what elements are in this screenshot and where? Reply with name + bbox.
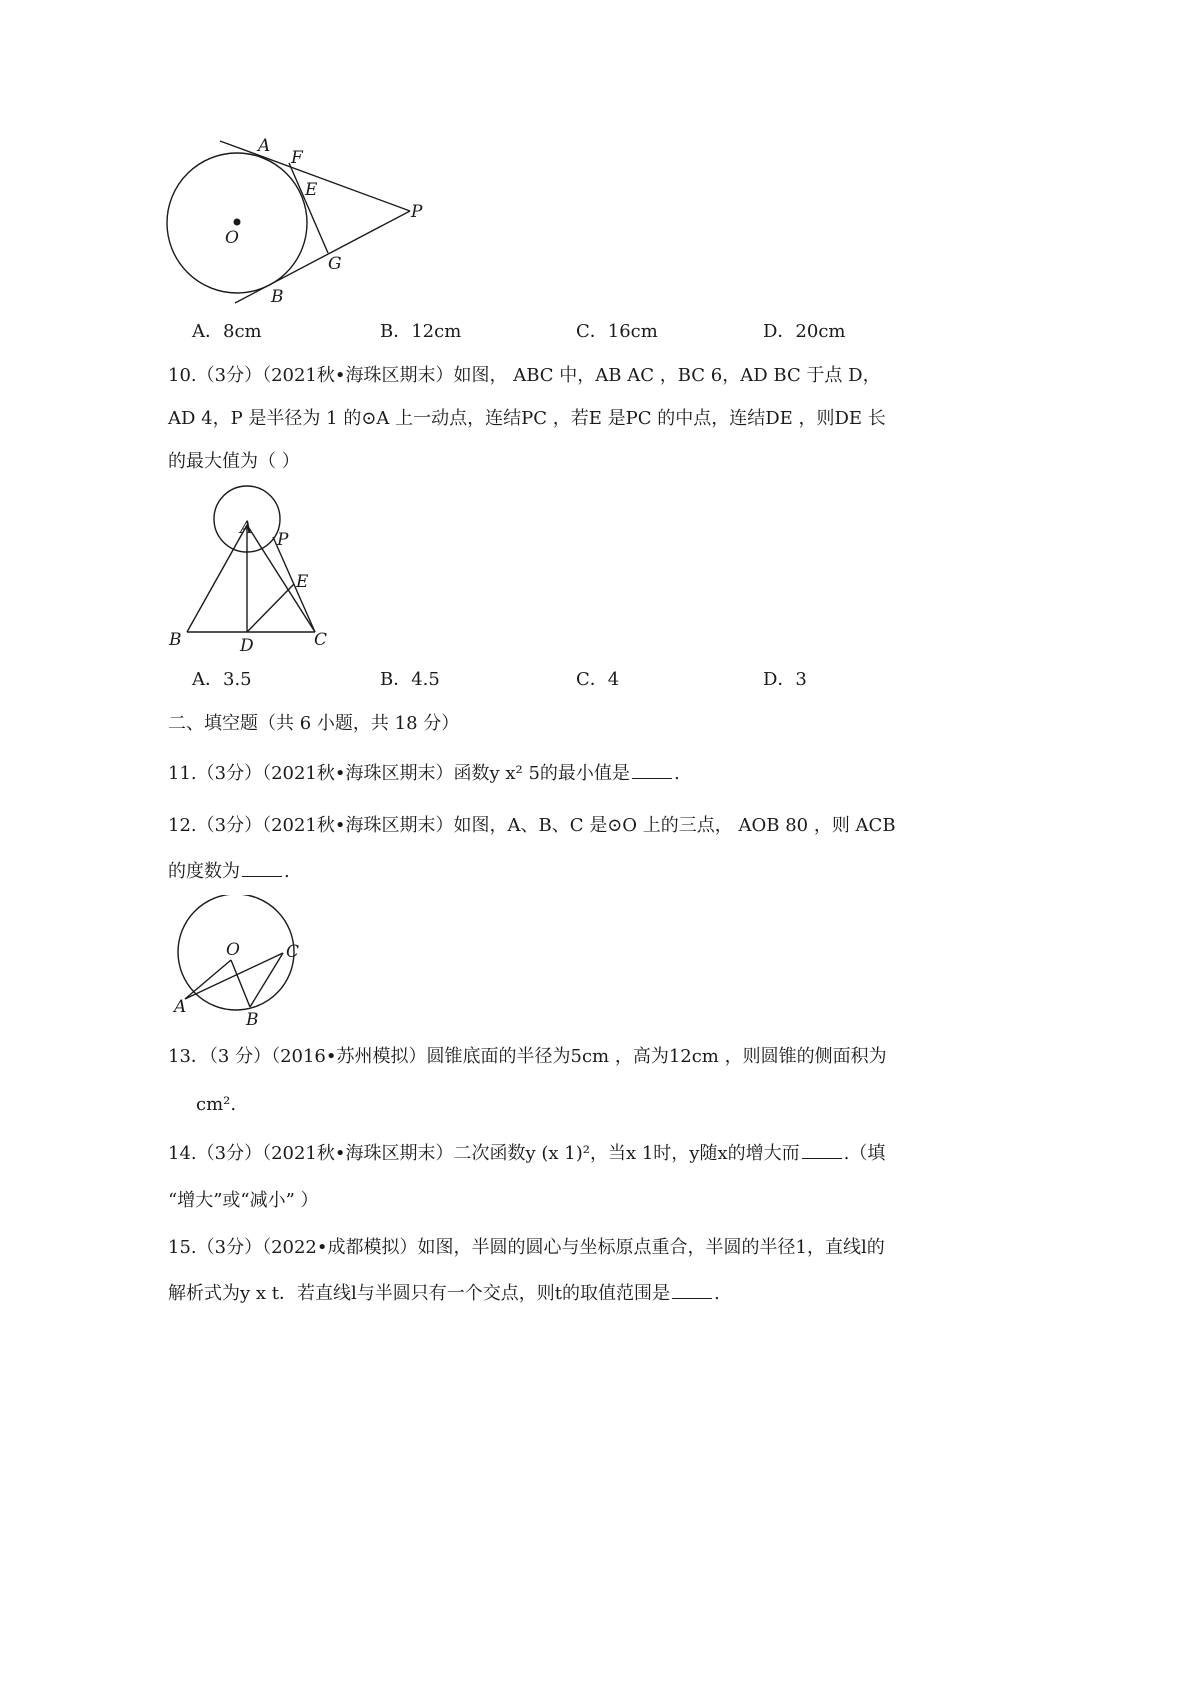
q14-line-1 <box>168 1140 885 1166</box>
q14-tail: .（填 <box>843 1143 886 1164</box>
q10-line-2: AD 4，P 是半径为 1 的⊙A 上一动点，连结PC ，若E 是PC 的中点，连结DE ，则DE 长 <box>168 408 886 429</box>
q13-line-2: cm². <box>196 1094 237 1115</box>
q10-option-c: C．4 <box>576 669 620 690</box>
q12-label-c: C <box>286 942 300 962</box>
q10-option-d: D．3 <box>763 669 807 690</box>
q12-line-1: 12.（3分）（2021秋•海珠区期末）如图，A、B、C 是⊙O 上的三点， AOB 80 ，则 ACB <box>168 815 896 836</box>
q10-label-e: E <box>296 572 309 592</box>
q12-text: 的度数为 <box>168 861 240 882</box>
q11-answer-blank[interactable] <box>632 760 672 779</box>
section-heading: 二、填空题（共 6 小题，共 18 分） <box>168 713 460 734</box>
q9-tangent-pa <box>220 141 410 211</box>
q9-label-a: A <box>258 136 271 156</box>
q11-text: 11.（3分）（2021秋•海珠区期末）函数y x² 5的最小值是 <box>168 763 630 784</box>
q12-segment-ob <box>231 960 250 1007</box>
q9-option-d: D．20cm <box>763 321 846 342</box>
q11-tail: . <box>673 763 680 784</box>
q12-tail: . <box>284 861 290 882</box>
q9-option-b: B．12cm <box>380 321 462 342</box>
q10-segment-de <box>247 584 294 632</box>
q9-label-b: B <box>271 287 284 307</box>
q15-answer-blank[interactable] <box>672 1280 712 1299</box>
q9-tangent-fg <box>289 163 328 253</box>
q10-option-a: A．3.5 <box>192 669 252 690</box>
q12-line-2 <box>168 858 290 884</box>
q9-option-a: A．8cm <box>192 321 262 342</box>
q14-line-2: “增大”或“减小” ） <box>168 1190 319 1211</box>
q10-line-1: 10.（3分）（2021秋•海珠区期末）如图， ABC 中，AB AC ，BC 6，AD BC 于点 D， <box>168 365 881 386</box>
q12-label-a: A <box>174 997 187 1017</box>
q9-label-o: O <box>225 228 239 248</box>
q12-label-b: B <box>246 1010 259 1030</box>
q15-line-2 <box>168 1280 720 1306</box>
q10-label-c: C <box>314 630 328 650</box>
q15-line-1: 15.（3分）（2022•成都模拟）如图，半圆的圆心与坐标原点重合，半圆的半径1，直线l的 <box>168 1237 885 1258</box>
q9-label-e: E <box>305 180 318 200</box>
q14-text: 14.（3分）（2021秋•海珠区期末）二次函数y (x 1)²，当x 1时，y随x的增大而 <box>168 1143 800 1164</box>
q12-segment-oa <box>185 960 231 999</box>
q10-line-3: 的最大值为（ ） <box>168 451 300 472</box>
q9-label-g: G <box>328 254 342 274</box>
q10-label-p: P <box>277 530 289 550</box>
q10-side-ab <box>187 525 247 632</box>
q11-line <box>168 760 680 786</box>
q12-label-o: O <box>226 940 240 960</box>
q10-label-d: D <box>240 636 254 656</box>
q12-figure <box>165 895 315 1030</box>
q9-tangent-pb <box>235 211 410 303</box>
q9-center-dot <box>234 219 241 226</box>
q10-label-a: A <box>240 518 253 538</box>
q10-figure <box>165 485 345 660</box>
q14-answer-blank[interactable] <box>802 1140 842 1159</box>
q13-line-1: 13．（3 分）（2016•苏州模拟）圆锥底面的半径为5cm ，高为12cm ，则圆锥的侧面积为 <box>168 1046 887 1067</box>
q15-tail: . <box>714 1283 720 1304</box>
q9-label-f: F <box>291 148 303 168</box>
q10-option-b: B．4.5 <box>380 669 440 690</box>
q12-answer-blank[interactable] <box>242 858 282 877</box>
q15-text: 解析式为y x t．若直线l与半圆只有一个交点，则t的取值范围是 <box>168 1283 670 1304</box>
q9-label-p: P <box>411 202 423 222</box>
q10-label-b: B <box>169 630 182 650</box>
q9-option-c: C．16cm <box>576 321 658 342</box>
q9-figure <box>165 135 435 310</box>
